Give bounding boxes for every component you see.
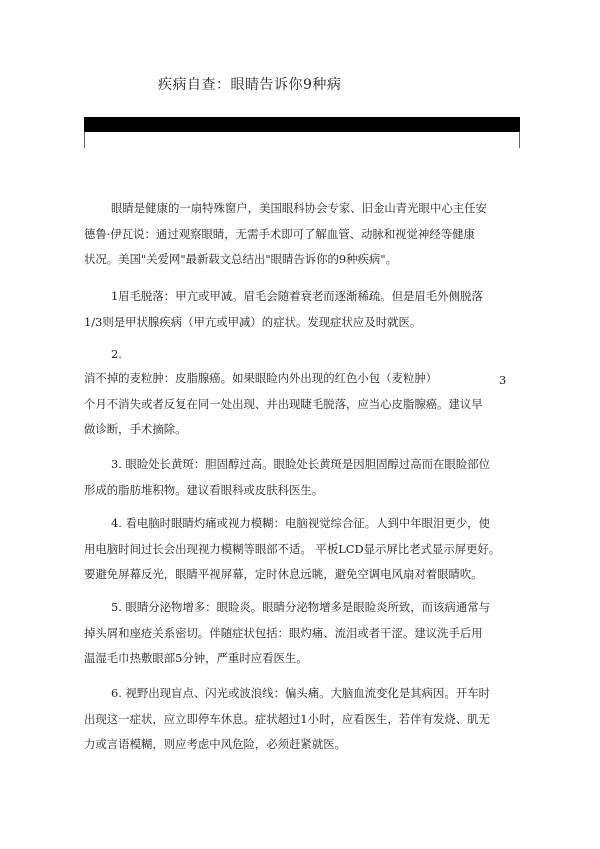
paragraph-line: 出现这一症状，应立即停车休息。症状超过1小时，应看医生，若伴有发烧、肌无: [84, 711, 490, 726]
header-bar-tick-right: [519, 132, 520, 148]
paragraph-line: 做诊断，手术摘除。: [84, 422, 187, 437]
paragraph-line: 掉头屑和座疮关系密切。伴随症状包括：眼灼痛、流泪或者干涩。建议洗手后用: [84, 625, 483, 640]
paragraph-line: 力或言语模糊，则应考虑中风危险，必须赶紧就医。: [84, 737, 346, 752]
paragraph-line: 1眉毛脱落：甲亢或甲减。眉毛会随着衰老而逐渐稀疏。但是眉毛外侧脱落: [111, 289, 483, 303]
item-1-paragraph: [84, 284, 524, 335]
paragraph-line: 2.: [111, 347, 122, 361]
side-number: 3: [499, 373, 507, 387]
paragraph-line: 1/3则是甲状腺疾病（甲亢或甲减）的症状。发现症状应及时就医。: [84, 314, 422, 329]
paragraph-line: 4. 看电脑时眼睛灼痛或视力模糊：电脑视觉综合征。人到中年眼泪更少，使: [111, 516, 490, 530]
item-4-paragraph: [84, 511, 524, 588]
item-5-paragraph: [84, 595, 524, 672]
intro-paragraph: [84, 196, 524, 273]
paragraph-line: 3. 眼睑处长黄斑：胆固醇过高。眼睑处长黄斑是因胆固醇过高而在眼睑部位: [111, 457, 490, 471]
paragraph-line: 消不掉的麦粒肿：皮脂腺癌。如果眼睑内外出现的红色小包（麦粒肿）: [84, 371, 438, 385]
paragraph-line: 德鲁·伊瓦说：通过观察眼睛，无需手术即可了解血管、动脉和视觉神经等健康: [84, 226, 475, 241]
paragraph-line: 眼睛是健康的一扇特殊窗户，美国眼科协会专家、旧金山青光眼中心主任安: [111, 201, 487, 215]
page-title: 疾病自查：眼睛告诉你9种病: [158, 77, 342, 93]
header-bar: [84, 117, 520, 132]
paragraph-line: 温湿毛巾热敷眼部5分钟，严重时应看医生。: [84, 651, 308, 666]
item-6-paragraph: [84, 681, 524, 758]
paragraph-line: 要避免屏幕反光，眼睛平视屏幕，定时休息远眺，避免空调电风扇对着眼睛吹。: [84, 567, 483, 582]
item-3-paragraph: [84, 452, 524, 503]
paragraph-line: 个月不消失或者反复在同一处出现、并出现睫毛脱落，应当心皮脂腺癌。建议早: [84, 396, 483, 411]
paragraph-line: 5. 眼睛分泌物增多：眼睑炎。眼睛分泌物增多是眼睑炎所致，而该病通常与: [111, 600, 490, 614]
header-bar-tick-left: [84, 132, 85, 148]
paragraph-line: 状况。美国"关爱网"最新载文总结出"眼睛告诉你的9种疾病"。: [84, 252, 397, 267]
item-2-paragraph: [84, 366, 524, 443]
paragraph-line: 形成的脂肪堆积物。建议看眼科或皮肤科医生。: [84, 482, 324, 497]
paragraph-line: 用电脑时间过长会出现视力模糊等眼部不适。 平板LCD显示屏比老式显示屏更好。: [84, 541, 501, 556]
paragraph-line: 6. 视野出现盲点、闪光或波浪线：偏头痛。大脑血流变化是其病因。开车时: [111, 686, 490, 700]
item-2-number: [84, 342, 524, 368]
